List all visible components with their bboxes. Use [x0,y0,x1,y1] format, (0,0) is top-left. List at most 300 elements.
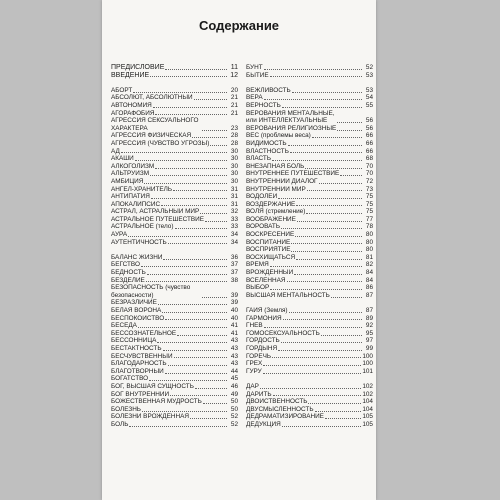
toc-entry[interactable] [246,125,373,133]
toc-entry[interactable] [111,208,238,216]
section-gap [246,79,373,87]
toc-entry[interactable] [246,284,373,292]
dot-leader [296,259,362,260]
toc-entry[interactable] [246,193,373,201]
toc-entry-label: АГОРАФОБИЯ [111,109,155,117]
dot-leader [308,403,361,404]
toc-entry[interactable] [111,406,238,414]
toc-entry-page-number: 66 [365,139,373,147]
toc-entry-label: ВЕРА [246,94,263,102]
toc-entry-label: АКАШИ [111,155,134,163]
toc-entry[interactable] [111,383,238,391]
toc-entry-page-number: 30 [230,170,238,178]
toc-entry[interactable] [111,216,238,224]
toc-entry-label: ВРЕМЯ [246,261,269,269]
toc-entry[interactable] [246,201,373,209]
toc-entry[interactable] [246,155,373,163]
toc-entry-page-number: 105 [362,413,373,421]
toc-entry[interactable] [246,110,373,125]
toc-entry[interactable] [246,239,373,247]
toc-entry[interactable] [246,216,373,224]
toc-entry-page-number: 102 [362,382,373,390]
toc-entry[interactable] [111,201,238,209]
dot-leader [264,327,362,328]
dot-leader [287,281,363,282]
toc-entry[interactable] [111,261,238,269]
dot-leader [157,342,227,343]
toc-entry-label: ВОДОЛЕЙ [246,193,278,201]
dot-leader [270,76,362,77]
toc-entry-page-number: 34 [230,238,238,246]
dot-leader [177,335,227,336]
toc-entry-page-number: 53 [365,86,373,94]
toc-entry-label: ВЕРНОСТЬ [246,101,281,109]
toc-entry-page-number: 20 [230,86,238,94]
dot-leader [195,388,227,389]
toc-entry[interactable] [246,231,373,239]
dot-leader [307,190,362,191]
dot-leader [165,319,227,320]
toc-entry-page-number: 50 [230,405,238,413]
dot-leader [135,160,227,161]
toc-entry-page-number: 70 [365,162,373,170]
toc-entry[interactable] [246,322,373,330]
toc-entry-label: ВЛАСТНОСТЬ [246,147,289,155]
dot-leader [158,304,227,305]
toc-entry-label: ГОРЕЧЬ [246,352,272,360]
toc-entry-label: ГНЕВ [246,322,263,330]
toc-entry-label: БОЛЬ [111,420,129,428]
toc-entry-label: ГАЙЯ (Земля) [246,307,288,314]
toc-entry-label: АГРЕССИЯ ФИЗИЧЕСКАЯ [111,132,192,140]
toc-entry[interactable] [246,132,373,140]
dot-leader [210,145,227,146]
dot-leader [290,152,362,153]
toc-entry-label: АЛКОГОЛИЗМ [111,162,155,170]
toc-entry-page-number: 30 [230,155,238,163]
dot-leader [319,183,362,184]
toc-entry[interactable] [246,368,373,376]
dot-leader [291,251,362,252]
dot-leader [168,243,227,244]
dot-leader [281,228,362,229]
toc-entry-label: ВОСХИЩАТЬСЯ [246,253,296,261]
toc-entry-label: ВОСПРИЯТИЕ [246,246,291,254]
toc-entry-page-number: 66 [365,147,373,155]
toc-entry[interactable] [111,322,238,330]
toc-entry-label: ВИДИМОСТЬ [246,139,287,147]
dot-leader [150,175,227,176]
dot-leader [270,289,362,290]
toc-entry[interactable] [111,330,238,338]
dot-leader [282,426,362,427]
toc-entry-page-number: 56 [365,117,373,125]
toc-entry[interactable] [246,330,373,338]
toc-entry[interactable] [111,398,238,406]
toc-entry-label: ДАР [246,382,259,390]
dot-leader [190,418,227,419]
dot-leader [325,418,361,419]
toc-entry-label: АПОКАЛИПСИС [111,200,161,208]
toc-entry-label: АМБИЦИЯ [111,177,144,185]
toc-entry-label: АБОРТ [111,86,133,94]
toc-entry-page-number: 77 [365,215,373,223]
toc-entry[interactable] [111,254,238,262]
toc-entry[interactable] [246,94,373,102]
toc-entry[interactable] [246,421,373,429]
toc-entry-label: АД [111,147,120,155]
toc-entry-page-number: 34 [230,231,238,239]
toc-entry-page-number: 41 [230,329,238,337]
toc-entry-label: ВЫСШАЯ МЕНТАЛЬНОСТЬ [246,291,330,299]
toc-entry[interactable] [111,87,238,95]
dot-leader [315,411,362,412]
toc-entry-page-number: 104 [362,398,373,406]
toc-entry[interactable] [246,360,373,368]
toc-entry-label: ГОРДЫНЯ [246,344,278,352]
toc-entry[interactable] [246,140,373,148]
dot-leader [155,114,227,115]
toc-entry[interactable] [111,64,238,72]
toc-entry-page-number: 37 [230,269,238,277]
toc-entry[interactable] [246,337,373,345]
toc-entry-page-number: 73 [365,185,373,193]
toc-entry-label: БЕЛАЯ ВОРОНА [111,307,162,314]
dot-leader [153,107,227,108]
toc-entry-label: АЛЬТРУИЗМ [111,170,150,178]
toc-entry[interactable] [246,383,373,391]
dot-leader [296,205,362,206]
toc-entry[interactable] [111,102,238,110]
toc-entry-page-number: 99 [365,344,373,352]
toc-entry-label: ДАРИТЬ [246,390,272,398]
toc-entry[interactable] [111,337,238,345]
dot-leader [133,92,227,93]
toc-entry-page-number: 101 [362,367,373,375]
toc-entry-label: ВОЛЯ (стремление) [246,208,306,216]
toc-entry-page-number: 95 [365,329,373,337]
toc-entry-page-number: 82 [365,261,373,269]
toc-entry-label: БЕСЧУВСТВЕННЫЙ [111,352,173,360]
toc-entry[interactable] [111,368,238,376]
toc-entry[interactable] [246,64,373,72]
dot-leader [161,205,227,206]
toc-entry-label: ВООБРАЖЕНИЕ [246,215,296,223]
toc-entry-label: БЛАГОДАРНОСТЬ [111,360,167,368]
toc-entry[interactable] [246,406,373,414]
toc-entry[interactable] [111,148,238,156]
dot-leader [288,145,362,146]
toc-entry[interactable] [111,117,238,132]
page-title: Содержание [198,18,280,33]
toc-entry[interactable] [111,315,238,323]
toc-entry[interactable] [246,345,373,353]
toc-entry[interactable] [111,163,238,171]
toc-entry-page-number: 102 [362,390,373,398]
toc-entry-label: АУТЕНТИЧНОСТЬ [111,238,167,246]
toc-entry-page-number: 75 [365,208,373,216]
dot-leader [278,198,362,199]
toc-entry-label: ВЕРОВАНИЯ РЕЛИГИОЗНЫЕ [246,124,337,132]
toc-entry[interactable] [246,398,373,406]
toc-entry-label: ВОЗДЕРЖАНИЕ [246,200,296,208]
dot-leader [165,69,227,70]
toc-entry-page-number: 28 [230,139,238,147]
dot-leader [331,297,362,298]
toc-entry[interactable] [246,413,373,421]
toc-entry-label: ВЛАСТЬ [246,155,272,163]
toc-entry[interactable] [111,178,238,186]
toc-entry[interactable] [246,186,373,194]
toc-entry-page-number: 43 [230,344,238,352]
toc-entry-label: ГАРМОНИЯ [246,314,282,322]
toc-entry-label: ВНУТРЕННИЙ ДИАЛОГ [246,177,318,185]
toc-entry[interactable] [246,223,373,231]
toc-entry-page-number: 40 [230,314,238,322]
toc-entry[interactable] [111,110,238,118]
toc-entry[interactable] [246,254,373,262]
toc-entry-label: БЕЗДЕЛИЕ [111,276,145,284]
toc-entry-page-number: 70 [365,170,373,178]
toc-entry-label: ВНЕЗАПНАЯ БОЛЬ [246,162,305,170]
dot-leader [283,319,362,320]
toc-entry-label: АГРЕССИЯ СЕКСУАЛЬНОГО ХАРАКТЕРА [111,117,199,132]
dot-leader [163,350,227,351]
toc-entry-page-number: 43 [230,337,238,345]
toc-entry-page-number: 66 [365,132,373,140]
dot-leader [263,365,361,366]
toc-entry[interactable] [111,360,238,368]
toc-entry[interactable] [111,413,238,421]
toc-entry-label: ВСЕЛЕННАЯ [246,276,286,284]
dot-leader [205,221,227,222]
toc-entry[interactable] [111,140,238,148]
book-page [102,0,376,500]
toc-entry[interactable] [111,193,238,201]
toc-entry-page-number: 30 [230,177,238,185]
toc-entry-label: ВЕРОВАНИЯ МЕНТАЛЬНЫЕ, или ИНТЕЛЛЕКТУАЛЬНЫЕ [246,109,335,125]
toc-entry-page-number: 56 [365,124,373,132]
toc-entry-label: ВЕС (проблемы веса) [246,132,311,140]
toc-entry-page-number: 80 [365,246,373,254]
toc-entry[interactable] [246,261,373,269]
dot-leader [263,373,362,374]
toc-entry[interactable] [111,269,238,277]
toc-entry-page-number: 33 [230,215,238,223]
toc-entry-page-number: 52 [230,413,238,421]
toc-entry-page-number: 92 [365,322,373,330]
toc-entry-label: АВТОНОМИЯ [111,101,152,109]
dot-leader [264,99,362,100]
toc-entry-label: БАЛАНС ЖИЗНИ [111,253,163,261]
toc-entry-page-number: 75 [365,193,373,201]
toc-entry-label: ВЕЖЛИВОСТЬ [246,86,291,94]
toc-entry[interactable] [246,269,373,277]
dot-leader [260,388,361,389]
toc-entry-label: БУНТ [246,64,263,71]
toc-entry[interactable] [111,132,238,140]
dot-leader [175,228,228,229]
toc-entry[interactable] [246,315,373,323]
toc-entry-label: ВОСПИТАНИЕ [246,238,291,246]
toc-entry-label: ДВОИСТВЕННОСТЬ [246,398,308,406]
toc-entry-page-number: 21 [230,101,238,109]
toc-entry-page-number: 39 [230,299,238,307]
toc-entry[interactable] [246,102,373,110]
toc-column-left [111,64,238,429]
dot-leader [202,130,227,131]
toc-entry-label: АСТРАЛЬНОЕ ПУТЕШЕСТВИЕ [111,215,205,223]
toc-entry[interactable] [246,246,373,254]
toc-entry-page-number: 84 [365,269,373,277]
section-gap [246,375,373,383]
dot-leader [291,243,362,244]
toc-entry-label: БОГАТСТВО [111,375,149,383]
dot-leader [162,312,227,313]
dot-leader [150,76,227,77]
toc-entry-page-number: 39 [230,291,238,299]
dot-leader [278,350,362,351]
toc-entry-page-number: 31 [230,193,238,201]
toc-entry-label: ВНУТРЕННИЙ МИР [246,185,306,193]
toc-entry-label: БЕЗОПАСНОСТЬ (чувство безопасности) [111,284,191,299]
toc-entry-label: АНГЕЛ-ХРАНИТЕЛЬ [111,185,173,193]
toc-entry-label: АГРЕССИЯ (ЧУВСТВО УГРОЗЫ) [111,139,210,147]
dot-leader [340,175,362,176]
toc-entry-label: АСТРАЛЬНОЕ (тело) [111,223,174,231]
toc-entry[interactable] [111,345,238,353]
toc-entry[interactable] [111,231,238,239]
dot-leader [165,373,227,374]
toc-entry[interactable] [111,239,238,247]
toc-entry[interactable] [111,307,238,315]
toc-entry[interactable] [246,72,373,80]
toc-entry-page-number: 21 [230,109,238,117]
toc-entry-page-number: 38 [230,276,238,284]
toc-entry[interactable] [111,72,238,80]
toc-entry[interactable] [246,353,373,361]
toc-entry-label: БЕССОННИЦА [111,337,157,345]
toc-entry-page-number: 100 [362,352,373,360]
dot-leader [151,198,227,199]
toc-entry[interactable] [111,299,238,307]
toc-entry[interactable] [246,87,373,95]
toc-entry-page-number: 54 [365,94,373,102]
toc-entry[interactable] [111,277,238,285]
toc-entry-label: ВНУТРЕННЕЕ ПУТЕШЕСТВИЕ [246,170,340,178]
toc-entry[interactable] [111,223,238,231]
dot-leader [289,312,362,313]
toc-entry-page-number: 28 [230,132,238,140]
toc-entry-page-number: 100 [362,360,373,368]
toc-entry-page-number: 31 [230,185,238,193]
toc-entry-page-number: 31 [230,200,238,208]
dot-leader [141,266,227,267]
toc-entry[interactable] [111,421,238,429]
dot-leader [194,99,227,100]
toc-entry[interactable] [111,391,238,399]
toc-entry[interactable] [246,148,373,156]
toc-entry-page-number: 50 [230,398,238,406]
toc-entry-page-number: 11 [230,64,238,71]
toc-entry-page-number: 105 [362,420,373,428]
toc-entry[interactable] [246,170,373,178]
toc-entry[interactable] [111,186,238,194]
toc-entry[interactable] [246,391,373,399]
toc-entry-label: АНТИПАТИЯ [111,193,150,201]
toc-entry[interactable] [111,170,238,178]
toc-entry-label: ГОМОСЕКСУАЛЬНОСТЬ [246,329,320,337]
toc-entry-page-number: 97 [365,337,373,345]
toc-entry[interactable] [246,208,373,216]
toc-entry-page-number: 84 [365,276,373,284]
section-gap [246,299,373,307]
toc-entry[interactable] [246,307,373,315]
section-gap [111,79,238,87]
toc-entry-label: ВОСКРЕСЕНИЕ [246,231,295,239]
toc-entry-label: БОЛЕЗНЬ [111,405,142,413]
toc-entry-label: БОГ ВНУТРЕННИЙ [111,390,170,398]
dot-leader [121,152,227,153]
toc-entry-page-number: 30 [230,147,238,155]
dot-leader [272,357,361,358]
toc-entry-page-number: 43 [230,352,238,360]
toc-entry[interactable] [111,94,238,102]
toc-entry-label: БЕГСТВО [111,261,140,269]
toc-entry-label: БЛАГОТВОРНЫЙ [111,367,164,375]
toc-entry-label: ВВЕДЕНИЕ [111,71,150,79]
toc-entry-label: ГОРДОСТЬ [246,337,280,345]
toc-entry-page-number: 87 [365,291,373,299]
toc-entry-page-number: 44 [230,367,238,375]
toc-entry-label: АУРА [111,231,128,239]
toc-entry-page-number: 53 [365,71,373,79]
toc-entry-label: ВРОЖДЕННЫЙ [246,269,294,277]
toc-entry-label: БОЖЕСТВЕННАЯ МУДРОСТЬ [111,398,202,406]
toc-entry-page-number: 46 [230,382,238,390]
toc-entry-page-number: 32 [230,208,238,216]
toc-entry-label: БЕЗРАЗЛИЧИЕ [111,299,157,307]
toc-entry[interactable] [246,163,373,171]
toc-entry-label: ГРЕХ [246,360,263,368]
toc-entry-label: ДЕДРАМАТИЗИРОВАНИЕ [246,413,324,421]
toc-entry-label: ГУРУ [246,367,262,375]
toc-entry[interactable] [246,178,373,186]
toc-entry[interactable] [246,277,373,285]
toc-entry[interactable] [111,353,238,361]
dot-leader [142,411,227,412]
dot-leader [321,335,362,336]
dot-leader [173,190,227,191]
toc-entry-label: ВОРОВАТЬ [246,223,281,231]
toc-entry[interactable] [111,284,238,299]
toc-entry[interactable] [246,292,373,300]
toc-entry-page-number: 68 [365,155,373,163]
toc-entry-label: БЕДНОСТЬ [111,269,146,277]
dot-leader [129,426,227,427]
toc-entry[interactable] [111,375,238,383]
toc-entry-page-number: 23 [230,124,238,132]
dot-leader [270,266,362,267]
toc-entry-label: ВЫБОР [246,284,270,292]
toc-entry[interactable] [111,155,238,163]
toc-entry-page-number: 52 [230,420,238,428]
dot-leader [305,168,362,169]
dot-leader [281,342,362,343]
dot-leader [297,221,362,222]
dot-leader [292,92,362,93]
toc-entry-page-number: 104 [362,405,373,413]
